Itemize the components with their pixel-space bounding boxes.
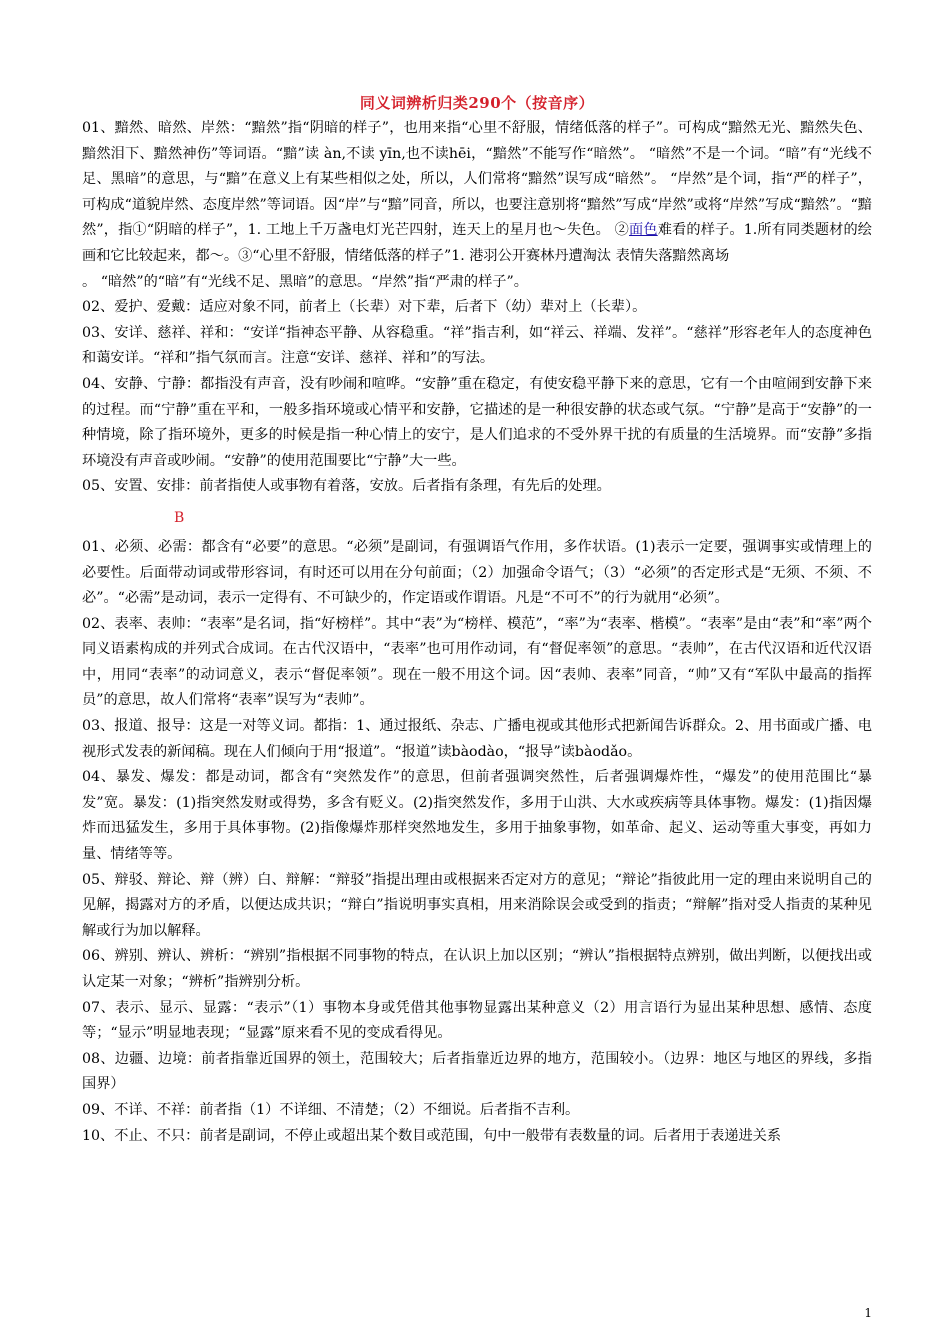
entry-b-01: 01、必须、必需：都含有“必要”的意思。“必须”是副词，有强调语气作用，多作状语。(1)表示一定要，强调事实或情理上的必要性。后面带动词或带形容词，有时还可以用在分句前面；（2）加强命令语气；（3）“必须”的否定形式是“无须、不须、不必”。“必需”是动词，表示一定得有、不可缺少的，作定语或作谓语。凡是“不可不”的行为就用“必须”。 [82, 538, 872, 607]
document-title: 同义词辨析归类290个（按音序） [359, 94, 595, 112]
entry-a-03: 03、安详、慈祥、祥和：“安详“指神态平静、从容稳重。“祥”指吉利，如“祥云、祥端、发祥”。“慈祥”形容老年人的态度神色和蔼安详。“祥和”指气氛而言。注意“安详、慈祥、祥和”的写法。 [82, 324, 872, 367]
document-page [82, 92, 872, 1149]
entry-b-03: 03、报道、报导：这是一对等义词。都指：1、通过报纸、杂志、广播电视或其他形式把新闻告诉群众。2、用书面或广播、电视形式发表的新闻稿。现在人们倾向于用“报道”。“报道”读bàodào，“报导”读bàodǎo。 [82, 718, 872, 760]
entry-a-02: 02、爱护、爱戴：适应对象不同，前者上（长辈）对下辈，后者下（幼）辈对上（长辈）。 [82, 299, 647, 316]
entry-a-05: 05、安置、安排：前者指使人或事物有着落，安放。后者指有条理，有先后的处理。 [82, 478, 611, 495]
entry-b-06: 06、辨别、辨认、辨析：“辨别”指根据不同事物的特点，在认识上加以区别；“辨认”指根据特点辨别，做出判断，以便找出或认定某一对象；“辨析”指辨别分析。 [82, 948, 872, 990]
entry-b-09: 09、不详、不祥：前者指（1）不详细、不清楚；（2）不细说。后者指不吉利。 [82, 1101, 580, 1118]
entry-a-01-text: 01、黯然、暗然、岸然：“黯然”指“阴暗的样子”，也用来指“心里不舒服，情绪低落的样子”。可构成“黯然无光、黯然失色、黯然泪下、黯然神伤”等词语。“黯”读 àn,不读 yīn,也不读hēi，“黯然”不能写作“暗然”。 “暗然”不是一个词。“暗”有“光线不足、黑暗”的意思，与“黯”在意义上有某些相似之处，所以，人们常将“黯然”误写成“暗然”。 “岸然”是个词，指“严的样子”，可构成“道貌岸然、态度岸然”等词语。因“岸”与“黯”同音，所以，也要注意别将“黯然”写成“岸然”或将“岸然”写成“黯然”。“黯然”，指①“阴暗的样子”，1. 工地上千万盏电灯光芒四射，连天上的星月也～失色。 ② [82, 120, 872, 239]
entry-b-10: 10、不止、不只：前者是副词，不停止或超出某个数目或范围，句中一般带有表数量的词。后者用于表递进关系 [82, 1127, 782, 1144]
entry-a-04: 04、安静、宁静：都指没有声音，没有吵闹和喧哗。“安静”重在稳定，有使安稳平静下来的意思，它有一个由喧闹到安静下来的过程。而“宁静”重在平和，一般多指环境或心情平和安静，它描述的是一种很安静的状态或气氛。“宁静”是高于“安静”的一种情境，除了指环境外，更多的时候是指一种心情上的安宁，是人们追求的不受外界干扰的有质量的生活境界。而“安静”多指环境没有声音或吵闹。“安静”的使用范围要比“宁静”大一些。 [82, 375, 872, 469]
entry-a-01-tail: 。 “暗然”的“暗”有“光线不足、黑暗”的意思。“岸然”指“严肃的样子”。 [82, 273, 528, 290]
entry-b-05: 05、辩驳、辩论、辩（辨）白、辩解：“辩驳”指提出理由或根据来否定对方的意见；“辩论”指彼此用一定的理由来说明自己的见解，揭露对方的矛盾，以便达成共识；“辩白”指说明事实真相，用来消除误会或受到的指责；“辩解”指对受人指责的某种见解或行为加以解释。 [82, 871, 872, 939]
face-color-link[interactable]: 面色 [629, 222, 658, 239]
entry-a-01-continued: 难看的样子。1.所有同类题材的绘画和它比较起来，都～。③“心里不舒服，情绪低落的样子”1. 港羽公开赛林丹遭淘汰 表情失落黯然离场 [82, 222, 872, 264]
entry-b-08: 08、边疆、边境：前者指靠近国界的领土，范围较大；后者指靠近边界的地方，范围较小。（边界：地区与地区的界线，多指国界） [82, 1050, 872, 1093]
page-number: 1 [864, 1306, 872, 1320]
entry-b-02: 02、表率、表帅：“表率”是名词，指“好榜样”。其中“表”为“榜样、模范”，“率”为“表率、楷模”。“表率”是由“表”和“率”两个同义语素构成的并列式合成词。在古代汉语中，“表率”也可用作动词，有“督促率领”的意思。“表帅”，在古代汉语和近代汉语中，用同“表率”的动词意义，表示“督促率领”。现在一般不用这个词。因“表帅、表率”同音，“帅”又有“军队中最高的指挥员”的意思，故人们常将“表率”误写为“表帅”。 [82, 615, 872, 709]
entry-b-07: 07、表示、显示、显露：“表示”（1）事物本身或凭借其他事物显露出某种意义（2）用言语行为显出某种思想、感情、态度等；“显示”明显地表现；“显露”原来看不见的变成看得见。 [82, 999, 872, 1042]
entry-b-04: 04、暴发、爆发：都是动词，都含有“突然发作”的意思，但前者强调突然性，后者强调爆炸性，“爆发”的使用范围比“暴发”宽。暴发：(1)指突然发财或得势，多含有贬义。(2)指突然发作，多用于山洪、大水或疾病等具体事物。爆发：(1)指因爆炸而迅猛发生，多用于具体事物。(2)指像爆炸那样突然地发生，多用于抽象事物，如革命、起义、运动等重大事变，再如力量、情绪等等。 [82, 769, 872, 863]
entry-a-01 [82, 116, 872, 270]
section-letter-b: B [174, 509, 185, 526]
